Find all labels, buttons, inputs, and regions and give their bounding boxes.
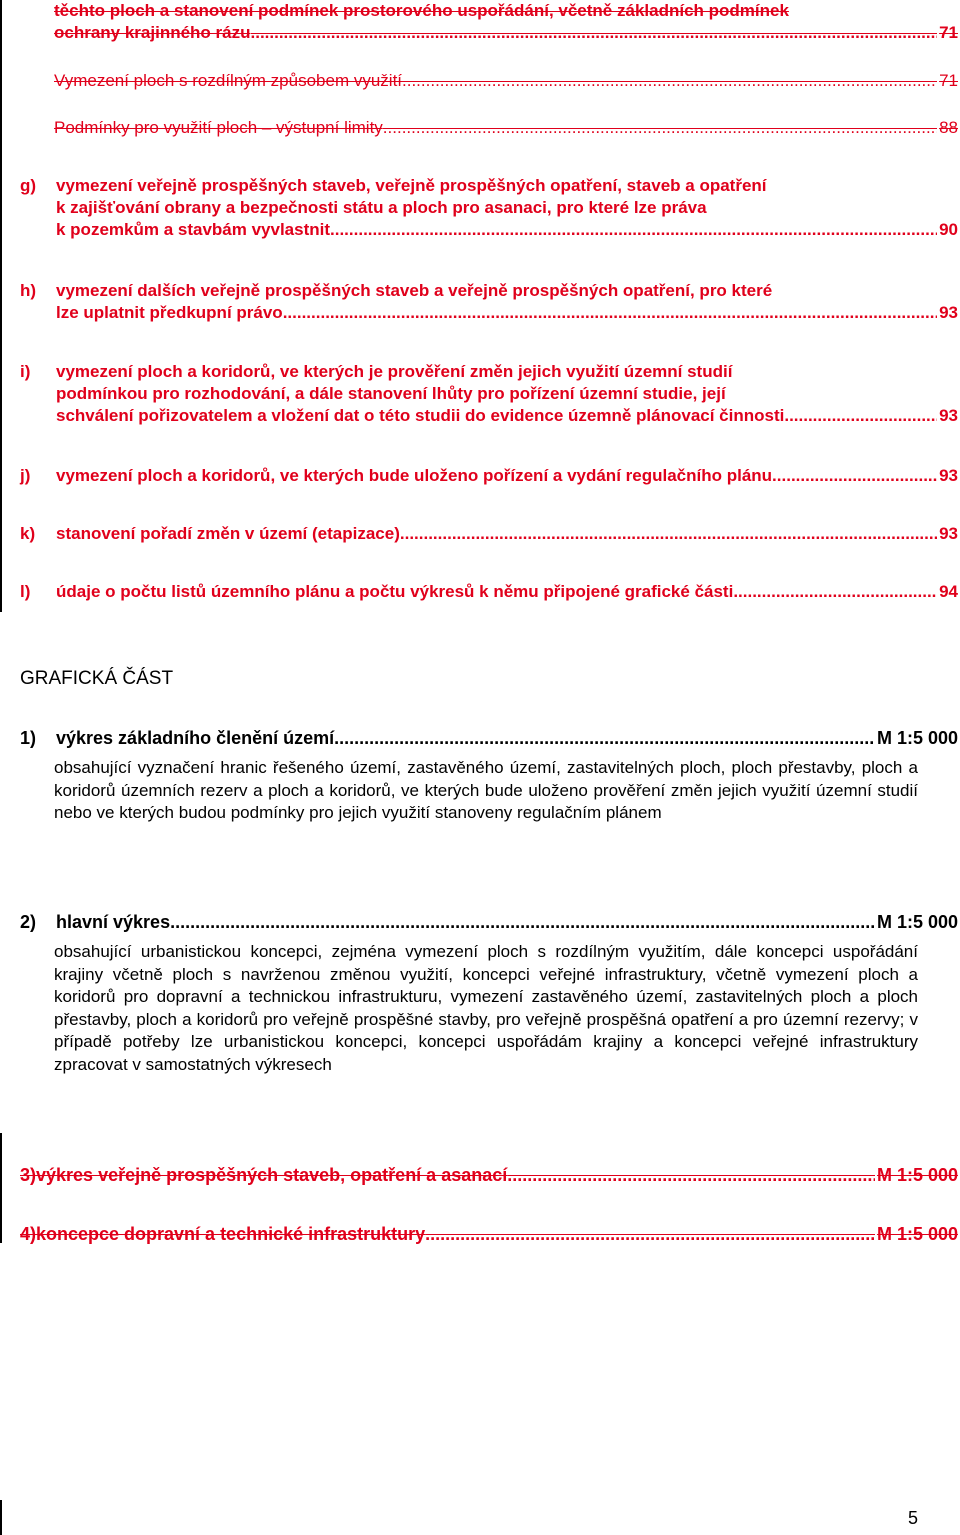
toc-text: stanovení pořadí změn v území (etapizace)	[56, 524, 400, 543]
toc-last-line	[56, 523, 958, 545]
dot-leader	[400, 523, 937, 545]
drawing-scale: M 1:5 000	[876, 912, 958, 932]
drawing-title: hlavní výkres	[56, 912, 171, 932]
drawing-scale: M 1:5 000	[876, 1224, 958, 1244]
drawing-title-line	[20, 1164, 958, 1186]
dot-leader	[507, 1164, 875, 1186]
toc-entry-f-continued	[54, 0, 958, 44]
toc-letter: g)	[20, 176, 37, 195]
toc-text: Vymezení ploch s rozdílným způsobem využití	[54, 71, 403, 90]
drawing-number: 1)	[20, 728, 37, 748]
toc-letter: i)	[20, 362, 31, 381]
toc-line: vymezení ploch a koridorů, ve kterých je prověření změn jejich využití územní studií	[56, 362, 733, 381]
toc-page-number: 93	[939, 303, 958, 322]
toc-line: vymezení dalších veřejně prospěšných staveb a veřejně prospěšných opatření, pro které	[56, 281, 773, 300]
toc-last-line	[54, 117, 958, 139]
toc-text: Podmínky pro využití ploch – výstupní limity	[54, 118, 383, 137]
drawing-title: výkres základního členění území	[56, 728, 335, 748]
toc-last-line	[56, 581, 958, 603]
toc-line: k zajišťování obrany a bezpečnosti státu a ploch pro asanaci, pro které lze práva	[56, 198, 707, 217]
toc-text: údaje o počtu listů územního plánu a počtu výkresů k němu připojené grafické části	[56, 582, 734, 601]
graphic-part-heading: GRAFICKÁ ČÁST	[20, 668, 174, 689]
toc-last-line	[56, 405, 958, 427]
dot-leader	[334, 727, 875, 749]
toc-page-number: 93	[939, 524, 958, 543]
drawing-title-line	[20, 1223, 958, 1245]
page-number: 5	[907, 1508, 918, 1528]
deleted-drawing-4	[20, 1223, 958, 1245]
toc-page-number: 71	[939, 23, 958, 42]
toc-page-number: 94	[939, 582, 958, 601]
toc-letter: k)	[20, 524, 36, 543]
toc-page-number: 90	[939, 220, 958, 239]
toc-last-line	[56, 465, 958, 487]
drawing-scale: M 1:5 000	[876, 1165, 958, 1185]
toc-page-number: 88	[939, 118, 958, 137]
toc-text: k pozemkům a stavbám vyvlastnit	[56, 220, 331, 239]
toc-line: těchto ploch a stanovení podmínek prostorového uspořádání, včetně základních podmínek	[54, 1, 789, 20]
dot-leader	[283, 302, 937, 324]
toc-last-line	[56, 219, 958, 241]
toc-text: ochrany krajinného rázu	[54, 23, 251, 42]
drawing-scale: M 1:5 000	[876, 728, 958, 748]
drawing-title: 4)koncepce dopravní a technické infrastruktury	[20, 1224, 426, 1244]
toc-line: podmínkou pro rozhodování, a dále stanovení lhůty pro pořízení územní studie, její	[56, 384, 726, 403]
toc-last-line	[54, 70, 958, 92]
drawing-title-line	[56, 727, 958, 749]
toc-page-number: 93	[939, 406, 958, 425]
toc-letter: l)	[20, 582, 31, 601]
deleted-drawing-3	[20, 1164, 958, 1186]
toc-letter: j)	[20, 466, 31, 485]
toc-subentry-conditions	[54, 117, 958, 139]
drawing-2-description: obsahující urbanistickou koncepci, zejména vymezení ploch s rozdílným využitím, dále koncepci uspořádání krajiny včetně ploch s navrženou změnou využití, koncepci veřejné infrastruktury, včetně vymezení ploch a koridorů pro dopravní a technickou infrastrukturu, vymezení zastavěného území, zastavitelných ploch a ploch přestavby, ploch a koridorů pro veřejně prospěšné stavby, pro veřejně prospěšná opatření a pro územní rezervy; v případě potřeby lze urbanistickou koncepci, koncepci uspořádám krajiny a koncepci veřejné infrastruktury zpracovat v samostatných výkresech	[54, 942, 918, 1074]
dot-leader	[425, 1223, 875, 1245]
drawing-1-description: obsahující vyznačení hranic řešeného území, zastavěného území, zastavitelných ploch, ploch přestavby, ploch a koridorů územních rezerv a ploch a koridorů, ve kterých bude uloženo prověření změn jejich využití územní studií nebo ve kterých budou podmínky pro jejich využití stanoveny regulačním plánem	[54, 758, 918, 822]
dot-leader	[251, 22, 938, 44]
toc-text: vymezení ploch a koridorů, ve kterých bude uloženo pořízení a vydání regulačního plánu	[56, 466, 773, 485]
toc-line: vymezení veřejně prospěšných staveb, veřejně prospěšných opatření, staveb a opatření	[56, 176, 767, 195]
toc-subentry-land-use	[54, 70, 958, 92]
toc-last-line	[54, 22, 958, 44]
dot-leader	[784, 405, 937, 427]
drawing-title-line	[56, 911, 958, 933]
toc-text: lze uplatnit předkupní právo	[56, 303, 283, 322]
change-bar-middle	[0, 1133, 2, 1243]
toc-text: schválení pořizovatelem a vložení dat o této studii do evidence územně plánovací činnosti	[56, 406, 785, 425]
change-bar-bottom	[0, 1500, 2, 1535]
toc-page-number: 93	[939, 466, 958, 485]
toc-letter: h)	[20, 281, 37, 300]
drawing-title: 3)výkres veřejně prospěšných staveb, opatření a asanací	[20, 1165, 508, 1185]
dot-leader	[170, 911, 875, 933]
change-bar-top	[0, 0, 2, 612]
drawing-number: 2)	[20, 912, 37, 932]
dot-leader	[330, 219, 937, 241]
dot-leader	[733, 581, 937, 603]
toc-last-line	[56, 302, 958, 324]
dot-leader	[383, 117, 937, 139]
dot-leader	[402, 70, 937, 92]
dot-leader	[772, 465, 937, 487]
toc-page-number: 71	[939, 71, 958, 90]
